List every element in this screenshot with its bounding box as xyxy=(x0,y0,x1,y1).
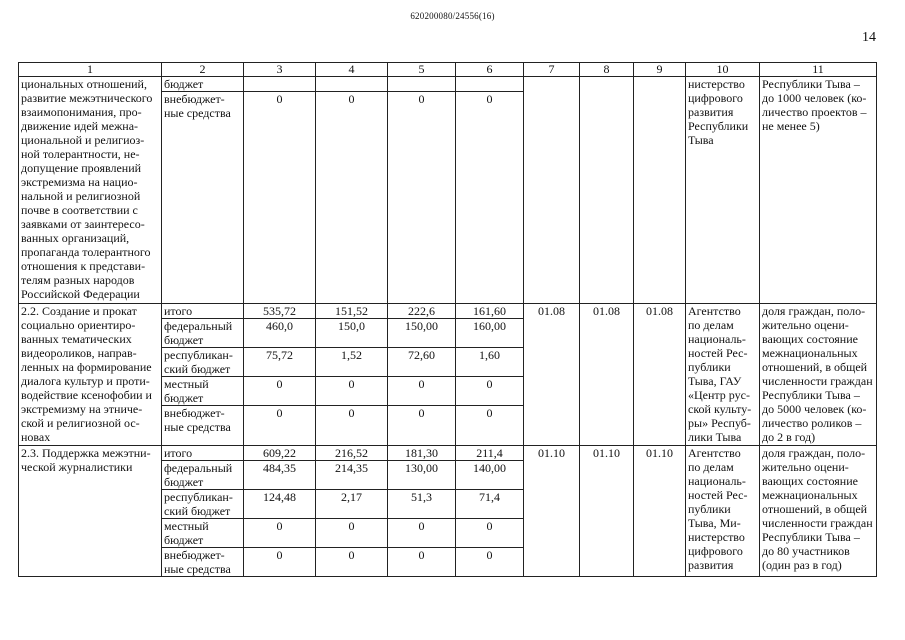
column-header: 6 xyxy=(456,63,524,77)
table-row xyxy=(19,77,877,92)
amount-year-2: 222,6 xyxy=(388,304,456,319)
amount-year-2: 150,00 xyxy=(388,319,456,348)
column-header: 2 xyxy=(162,63,244,77)
amount-year-1: 0 xyxy=(316,377,388,406)
funding-source: внебюджет- ные средства xyxy=(162,548,244,577)
deadline-1: 01.08 xyxy=(524,304,580,446)
funding-source: федеральный бюджет xyxy=(162,319,244,348)
amount-total: 75,72 xyxy=(244,348,316,377)
amount-total: 0 xyxy=(244,92,316,304)
funding-source: местный бюджет xyxy=(162,519,244,548)
amount-total: 0 xyxy=(244,519,316,548)
amount-total: 460,0 xyxy=(244,319,316,348)
amount-year-2: 0 xyxy=(388,406,456,446)
amount-year-1: 216,52 xyxy=(316,446,388,461)
indicator: доля граждан, поло- жительно оцени- вающих состояние межнациональных отношений, в общей численности граждан Республики Тыва – до 80 участников (один раз в год) xyxy=(760,446,877,577)
amount-year-2: 0 xyxy=(388,519,456,548)
funding-source: республикан- ский бюджет xyxy=(162,490,244,519)
column-header: 5 xyxy=(388,63,456,77)
column-header: 10 xyxy=(686,63,760,77)
amount-year-1: 150,0 xyxy=(316,319,388,348)
column-header: 1 xyxy=(19,63,162,77)
amount-year-3 xyxy=(456,77,524,92)
amount-total: 124,48 xyxy=(244,490,316,519)
amount-year-3: 0 xyxy=(456,92,524,304)
column-header: 11 xyxy=(760,63,877,77)
amount-total: 0 xyxy=(244,377,316,406)
page-number: 14 xyxy=(862,30,876,45)
funding-source: внебюджет- ные средства xyxy=(162,92,244,304)
amount-year-3: 71,4 xyxy=(456,490,524,519)
amount-year-3: 0 xyxy=(456,548,524,577)
amount-year-1: 0 xyxy=(316,92,388,304)
table-row xyxy=(19,304,877,319)
amount-year-2: 0 xyxy=(388,92,456,304)
amount-year-2: 0 xyxy=(388,548,456,577)
column-header: 4 xyxy=(316,63,388,77)
deadline-2: 01.08 xyxy=(580,304,634,446)
amount-year-3: 160,00 xyxy=(456,319,524,348)
amount-year-2: 0 xyxy=(388,377,456,406)
program-table xyxy=(18,62,877,577)
amount-year-3: 0 xyxy=(456,377,524,406)
funding-source: бюджет xyxy=(162,77,244,92)
amount-total: 609,22 xyxy=(244,446,316,461)
amount-year-2: 181,30 xyxy=(388,446,456,461)
header-row xyxy=(19,63,877,77)
funding-source: местный бюджет xyxy=(162,377,244,406)
amount-year-1: 151,52 xyxy=(316,304,388,319)
deadline-2 xyxy=(580,77,634,304)
funding-source: федеральный бюджет xyxy=(162,461,244,490)
column-header: 3 xyxy=(244,63,316,77)
amount-total xyxy=(244,77,316,92)
event-description: 2.2. Создание и прокат социально ориентиро- ванных тематических видеороликов, направ- ленных на формирование диалога культур и проти- водействие ксенофобии и экстремизму на этниче- ской и религиозной ос- новах xyxy=(19,304,162,446)
document-id: 620200080/24556(16) xyxy=(410,11,495,21)
funding-source: внебюджет- ные средства xyxy=(162,406,244,446)
deadline-1 xyxy=(524,77,580,304)
amount-year-1: 0 xyxy=(316,406,388,446)
amount-year-2: 51,3 xyxy=(388,490,456,519)
funding-source: итого xyxy=(162,446,244,461)
funding-source: республикан- ский бюджет xyxy=(162,348,244,377)
amount-year-1: 214,35 xyxy=(316,461,388,490)
indicator: доля граждан, поло- жительно оцени- вающих состояние межнациональных отношений, в общей численности граждан Республики Тыва – до 5000 человек (ко- личество роликов – до 2 в год) xyxy=(760,304,877,446)
indicator: Республики Тыва – до 1000 человек (ко- личество проектов – не менее 5) xyxy=(760,77,877,304)
amount-year-1: 0 xyxy=(316,519,388,548)
amount-total: 0 xyxy=(244,406,316,446)
amount-year-2: 130,00 xyxy=(388,461,456,490)
deadline-2: 01.10 xyxy=(580,446,634,577)
executor: Агентство по делам националь- ностей Рес- публики Тыва, ГАУ «Центр рус- ской культу- ры» Респуб- лики Тыва xyxy=(686,304,760,446)
amount-total: 535,72 xyxy=(244,304,316,319)
executor: Агентство по делам националь- ностей Рес- публики Тыва, Ми- нистерство цифрового развития xyxy=(686,446,760,577)
deadline-3: 01.08 xyxy=(634,304,686,446)
deadline-3 xyxy=(634,77,686,304)
column-header: 9 xyxy=(634,63,686,77)
column-header: 8 xyxy=(580,63,634,77)
amount-year-1: 1,52 xyxy=(316,348,388,377)
amount-year-2 xyxy=(388,77,456,92)
amount-year-1 xyxy=(316,77,388,92)
column-header: 7 xyxy=(524,63,580,77)
amount-year-3: 140,00 xyxy=(456,461,524,490)
amount-year-1: 0 xyxy=(316,548,388,577)
deadline-1: 01.10 xyxy=(524,446,580,577)
event-description: циональных отношений, развитие межэтнического взаимопонимания, про- движение идей межна- циональной и религиоз- ной толерантности, не- допущение проявлений экстремизма на нацио- нальной и религиозной почве в соответствии с заявками от заинтересо- ванных организаций, пропаганда толерантного отношения к представи- телям разных народов Российской Федерации xyxy=(19,77,162,304)
amount-year-2: 72,60 xyxy=(388,348,456,377)
amount-year-3: 211,4 xyxy=(456,446,524,461)
executor: нистерство цифрового развития Республики Тыва xyxy=(686,77,760,304)
amount-total: 0 xyxy=(244,548,316,577)
amount-year-1: 2,17 xyxy=(316,490,388,519)
amount-year-3: 1,60 xyxy=(456,348,524,377)
deadline-3: 01.10 xyxy=(634,446,686,577)
event-description: 2.3. Поддержка межэтни- ческой журналистики xyxy=(19,446,162,577)
funding-source: итого xyxy=(162,304,244,319)
amount-year-3: 0 xyxy=(456,519,524,548)
amount-year-3: 0 xyxy=(456,406,524,446)
amount-total: 484,35 xyxy=(244,461,316,490)
amount-year-3: 161,60 xyxy=(456,304,524,319)
table-row xyxy=(19,446,877,461)
